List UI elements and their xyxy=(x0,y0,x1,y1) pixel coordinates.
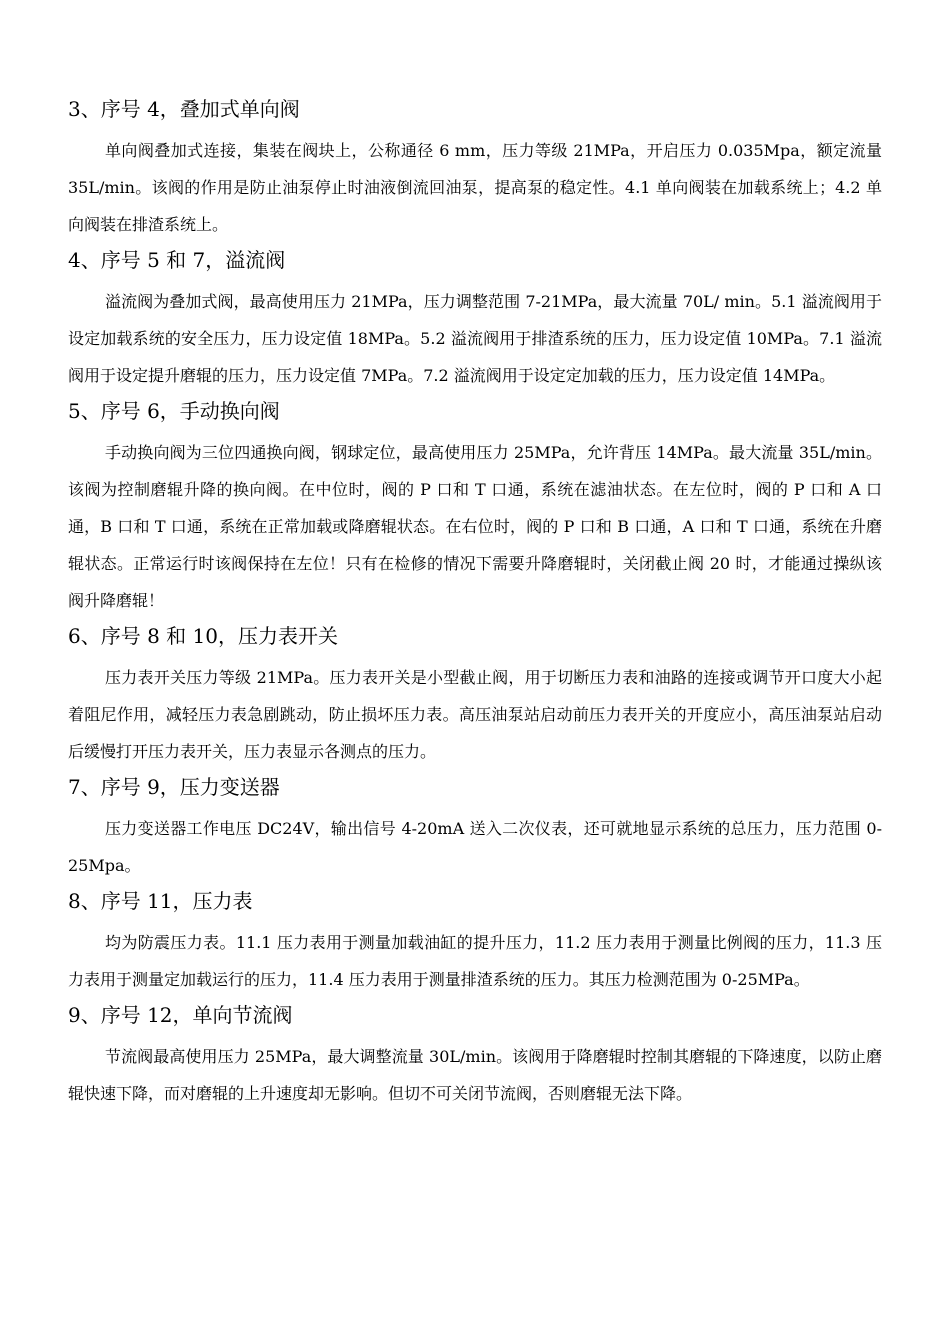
section-heading: 5、序号 6，手动换向阀 xyxy=(68,399,280,423)
section-paragraph: 单向阀叠加式连接，集装在阀块上，公称通径 6 mm，压力等级 21MPa，开启压力 0.035Mpa，额定流量 35L/min。该阀的作用是防止油泵停止时油液倒流回油泵，提高泵的稳定性。4.1 单向阀装在加载系统上；4.2 单向阀装在排渣系统上。 xyxy=(68,141,882,234)
section-pressure-transmitter xyxy=(68,772,882,884)
section-heading: 9、序号 12，单向节流阀 xyxy=(68,1003,293,1027)
section-paragraph: 均为防震压力表。11.1 压力表用于测量加载油缸的提升压力，11.2 压力表用于测量比例阀的压力，11.3 压力表用于测量定加载运行的压力，11.4 压力表用于测量排渣系统的压力。其压力检测范围为 0-25MPa。 xyxy=(68,933,882,989)
section-pressure-gauge xyxy=(68,886,882,998)
section-heading: 7、序号 9，压力变送器 xyxy=(68,775,280,799)
section-paragraph: 溢流阀为叠加式阀，最高使用压力 21MPa，压力调整范围 7-21MPa，最大流量 70L/ min。5.1 溢流阀用于设定加载系统的安全压力，压力设定值 18MPa。5.2 溢流阀用于排渣系统的压力，压力设定值 10MPa。7.1 溢流阀用于设定提升磨辊的压力，压力设定值 7MPa。7.2 溢流阀用于设定定加载的压力，压力设定值 14MPa。 xyxy=(68,292,882,385)
section-relief-valve xyxy=(68,245,882,394)
section-paragraph: 压力变送器工作电压 DC24V，输出信号 4-20mA 送入二次仪表，还可就地显示系统的总压力，压力范围 0-25Mpa。 xyxy=(68,819,882,875)
section-throttle-valve xyxy=(68,1000,882,1112)
section-paragraph: 手动换向阀为三位四通换向阀，钢球定位，最高使用压力 25MPa，允许背压 14MPa。最大流量 35L/min。该阀为控制磨辊升降的换向阀。在中位时，阀的 P 口和 T 口通，系统在滤油状态。在左位时，阀的 P 口和 A 口通，B 口和 T 口通，系统在正常加载或降磨辊状态。在右位时，阀的 P 口和 B 口通，A 口和 T 口通，系统在升磨辊状态。正常运行时该阀保持在左位！只有在检修的情况下需要升降磨辊时，关闭截止阀 20 时，才能通过操纵该阀升降磨辊！ xyxy=(68,443,882,610)
section-heading: 6、序号 8 和 10，压力表开关 xyxy=(68,624,338,648)
section-paragraph: 压力表开关压力等级 21MPa。压力表开关是小型截止阀，用于切断压力表和油路的连接或调节开口度大小起着阻尼作用，减轻压力表急剧跳动，防止损坏压力表。高压油泵站启动前压力表开关的开度应小，高压油泵站启动后缓慢打开压力表开关，压力表显示各测点的压力。 xyxy=(68,668,882,761)
section-gauge-switch xyxy=(68,621,882,770)
section-manual-directional-valve xyxy=(68,396,882,619)
section-paragraph: 节流阀最高使用压力 25MPa，最大调整流量 30L/min。该阀用于降磨辊时控制其磨辊的下降速度，以防止磨辊快速下降，而对磨辊的上升速度却无影响。但切不可关闭节流阀，否则磨辊无法下降。 xyxy=(68,1047,882,1103)
section-check-valve xyxy=(68,94,882,243)
document-page xyxy=(68,94,882,1114)
section-heading: 4、序号 5 和 7，溢流阀 xyxy=(68,248,286,272)
section-heading: 3、序号 4，叠加式单向阀 xyxy=(68,97,300,121)
section-heading: 8、序号 11，压力表 xyxy=(68,889,253,913)
